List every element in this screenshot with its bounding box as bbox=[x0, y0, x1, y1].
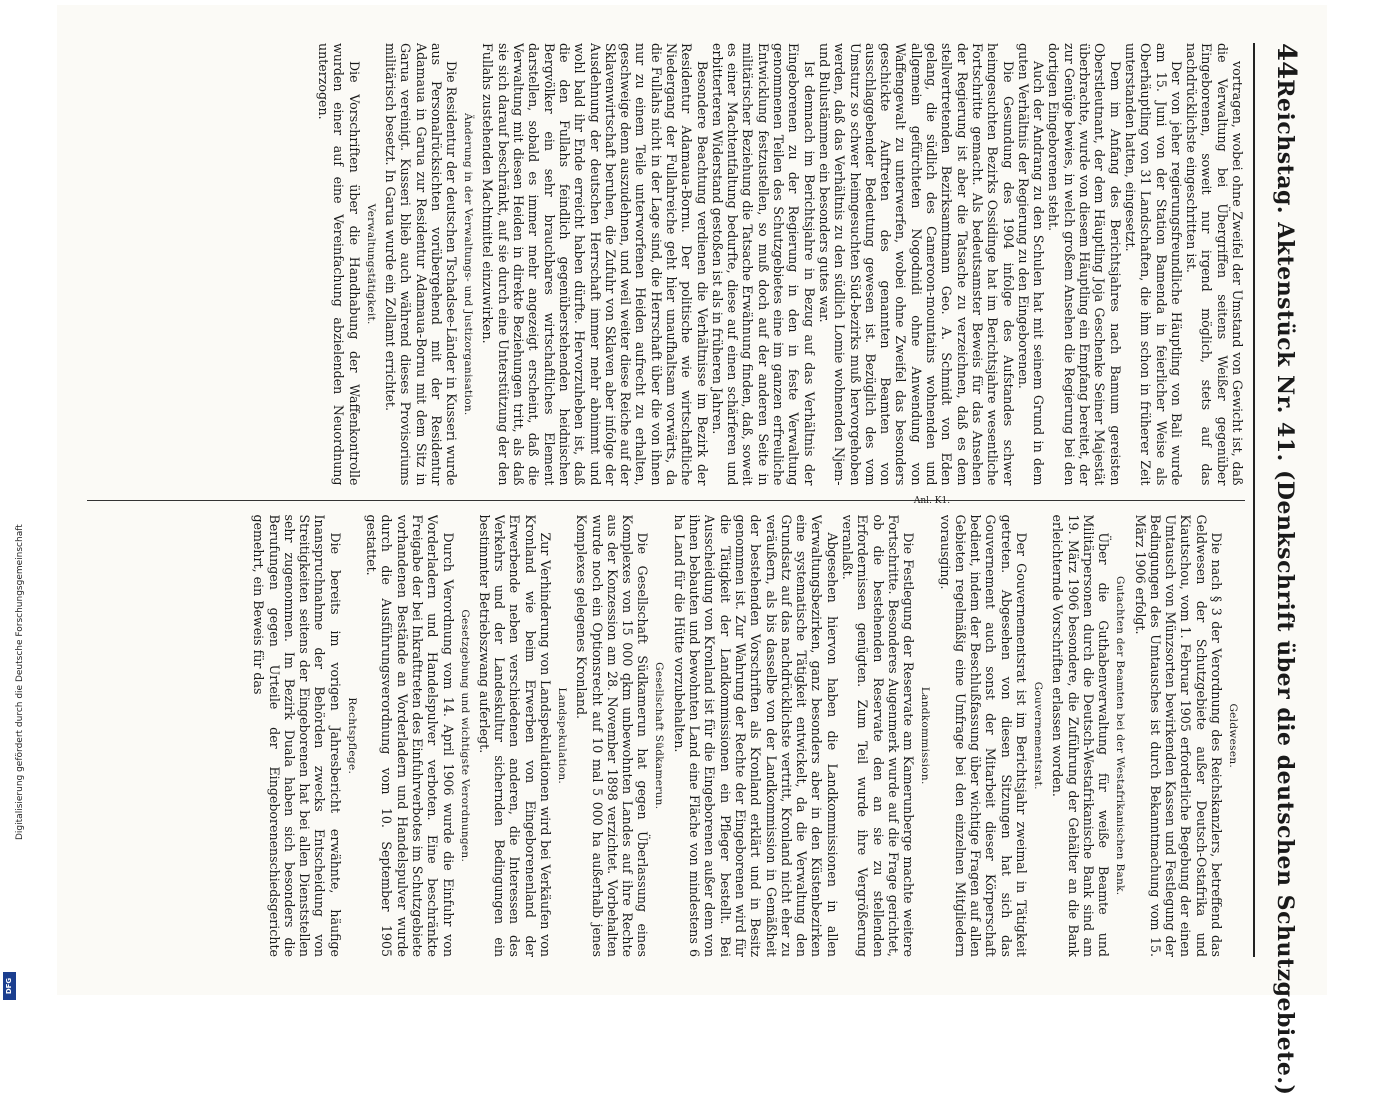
right-column bbox=[87, 515, 1245, 958]
section-heading: Landkommission. bbox=[918, 686, 931, 785]
paragraph: Die Festlegung der Reservate am Kamerunberge machte weitere Fortschritte. Besonderes Augenmerk wurde auf die Frage gerichtet, ob die bestehenden Reservate den an sie zu stellenden Erfordernissen genügten. Zum Teil wurde ihre Vergrößerung veranlaßt. bbox=[839, 514, 916, 957]
page-number: 44 bbox=[1270, 43, 1301, 80]
paragraph: vortragen, wobei ohne Zweifel der Umstand von Gewicht ist, daß die Verwaltung bei Übergriffen seitens Weißer gegenüber Eingeborenen, soweit nur irgend möglich, stets auf das nachdrücklichste eingeschritten ist. bbox=[1183, 43, 1245, 486]
paragraph: Die nach § 3 der Verordnung des Reichskanzlers, betreffend das Geldwesen der Schutzgebiete außer Deutsch-Ostafrika und Kiautschou, vom 1. Februar 1905 erforderliche Begebung der einen Umtausch von Münzsorten bewirkenden Kassen und Festlegung der Bedingungen des Umtausches ist durch Bekanntmachung vom 15. März 1906 erfolgt. bbox=[1132, 514, 1224, 957]
paragraph: Besondere Beachtung verdienen die Verhältnisse im Bezirk der Residentur Adamaua-Bornu. Der politische wie wirtschaftliche Niedergang der Fullahreiche geht hier unaufhaltsam vorwärts, da die Fullahs nicht in der Lage sind, die Herrschaft über die von ihnen nur zu einem Teile unterworfenen Heiden aufrecht zu erhalten, geschweige denn auszudehnen, und weil weiter diese Reiche auf der Sklavenwirtschaft beruhen, die Zufuhr von Sklaven aber infolge der Ausdehnung der deutschen Herrschaft immer mehr abnimmt und wohl bald ihr Ende erreicht haben dürfte. Hervorzuheben ist, daß die den Fullahs feindlich gegenüberstehenden heidnischen Bergvölker ein sehr brauchbares wirtschaftliches Element darstellen, sobald es immer mehr angezeigt erscheint, daß die Verwaltung mit diesen Heiden in direkte Beziehungen tritt, als daß sie sich darauf beschränkt, auf sie durch eine Unterstützung der den Fullahs zustehenden Machtmittel einzuwirken. bbox=[479, 43, 710, 486]
paragraph: Die Gesellschaft Südkamerun hat gegen Überlassung eines Komplexes von 15 000 qkm unbewohnten Landes auf ihre Rechte aus der Konzession am 28. November 1898 verzichtet. Vorbehalten wurde noch ein Optionsrecht auf 10 mal 5 000 ha außerhalb jenes Komplexes gelegenes Kronland. bbox=[573, 514, 650, 957]
paragraph: Dem im Anfang des Berichtsjahres nach Bamum gereisten Oberstleutnant, der dem Häuptling Joja Geschenke Seiner Majestät überbrachte, wurde von diesem Häuptling ein Empfang bereitet, der zur Genüge bewies, in welch großem Ansehen die Regierung bei den dortigen Eingeborenen steht. bbox=[1045, 43, 1123, 486]
paragraph: Auch der Andrang zu den Schulen hat mit seinem Grund in dem guten Verhältnis der Regierung zu den Eingeborenen. bbox=[1015, 43, 1046, 486]
section-heading: Gutachten der Beamten bei der Westafrikanischen Bank. bbox=[1113, 576, 1126, 896]
left-column bbox=[87, 43, 1245, 486]
section-heading: Gouvernementsrat. bbox=[1031, 681, 1044, 790]
section-heading: Verwaltungstätigkeit. bbox=[364, 203, 377, 325]
paragraph: Die Vorschriften über die Handhabung der Waffenkontrolle wurden einer auf eine Vereinfachung abzielenden Neuordnung unterzogen. bbox=[315, 43, 362, 486]
section-heading: Rechtspflege. bbox=[345, 697, 358, 775]
page-title: Reichstag. Aktenstück Nr. 41. (Denkschrift über die deutschen Schutzgebiete.) bbox=[1271, 79, 1298, 1095]
logo-text: DFG bbox=[5, 977, 14, 995]
section-heading: Gesellschaft Südkamerun. bbox=[653, 662, 665, 810]
section-heading: Geldwesen. bbox=[1226, 703, 1239, 769]
text-columns bbox=[87, 43, 1245, 957]
dfg-logo bbox=[3, 972, 16, 1000]
paragraph: Der Gouvernementsrat ist im Berichtsjahr zweimal in Tätigkeit getreten. Abgesehen von diesen Sitzungen hat sich das Gouvernement auch sonst der Mitarbeit dieser Körperschaft bedient, indem der Beschlußfassung über wichtige Fragen auf allen Gebieten regelmäßig eine Umfrage bei den einzelnen Mitgliedern vorausging. bbox=[937, 514, 1029, 957]
paragraph: Die Gesundung des 1904 infolge des Aufstandes schwer heimgesuchten Bezirks Ossidinge hat im Berichtsjahre wesentliche Fortschritte gemacht. Als bedeutsamster Beweis für das Ansehen der Regierung ist aber die Tatsache zu verzeichnen, daß es dem stellvertretenden Bezirksamtmann Geo. A. Schmidt von Eden gelang, die südlich des Cameroon-mountains wohnenden und allgemein gefürchteten Nogodnidi ohne Anwendung von Waffengewalt zu unterwerfen, wobei ohne Zweifel das besonders geschickte Auftreten des genannten Beamten von ausschlaggebender Bedeutung gewesen ist. Bezüglich des vom Umsturz so schwer heimgesuchten Süd-bezirks muß hervorgehoben werden, daß das Verhältnis zu den südlich Lomie wohnenden Njem- und Bulustämmen ein besonders gutes war. bbox=[816, 43, 1016, 486]
paragraph: Abgesehen hiervon haben die Landkommissionen in allen Verwaltungsbezirken, ganz besonders aber in den Küstenbezirken eine systematische Tätigkeit entwickelt, da die Verwaltung den Grundsatz auf das nachdrücklichste vertritt, Kronland nicht eher zu veräußern, als bis dasselbe von der Landkommission in Gemäßheit der bestehenden Vorschriften als Kronland erklärt und in Besitz genommen ist. Zur Wahrung der Rechte der Eingeborenen wird für die Tätigkeit der Landkommissionen ein Pfleger bestellt. Bei Ausscheidung von Kronland ist für die Eingeborenen außer dem von ihnen bebauten und bewohnten Land eine Fläche von mindestens 6 ha Land für die Hütte vorzubehalten. bbox=[671, 514, 840, 957]
paragraph: Der von jeher regierungsfreundliche Häuptling von Bali wurde am 15. Juni von der Station Bamenda in feierlicher Weise als Oberhäuptling von 31 Landschaften, die ihm schon in früherer Zeit unterstanden hatten, eingesetzt. bbox=[1122, 43, 1184, 486]
page-header bbox=[1257, 43, 1301, 1095]
section-heading: Gesetzgebung und wichtigste Verordnungen. bbox=[458, 609, 471, 863]
paragraph: Ist demnach im Berichtsjahre in Bezug auf das Verhältnis der Eingeborenen zu der Regierung in den in feste Verwaltung genommenen Teilen des Schutzgebietes eine im ganzen erfreuliche Entwicklung festzustellen, so muß doch auf der anderen Seite in militärischer Beziehung die Tatsache Erwähnung finden, daß, soweit es einer Machtentfaltung bedurfte, diese auf einen schärferen und erbitterteren Widerstand gestoßen ist als in früheren Jahren. bbox=[709, 43, 817, 486]
header-rule bbox=[1253, 43, 1255, 957]
credit-text: Digitalisierung gefördert durch die Deutsche Forschungsgemeinschaft bbox=[15, 524, 25, 840]
margin-note: Anl. K1. bbox=[913, 496, 950, 507]
paragraph: Die bereits im vorigen Jahresbericht erwähnte, häufige Inanspruchnahme der Behörden zwecks Entscheidung von Streitigkeiten seitens der Eingeborenen hat bei allen Dienststellen sehr zugenommen. Im Bezirk Duala haben sich besonders die Berufungen gegen Urteile der Eingeborenenschiedsgerichte gemehrt, ein Beweis für das bbox=[250, 514, 343, 957]
section-heading: Landspekulation. bbox=[555, 687, 568, 785]
paragraph: Über die Guthabenverwaltung für weiße Beamte und Militärpersonen durch die Deutsch-Westafrikanische Bank sind am 19. März 1906 besondere, die Zuführung der Gehälter an die Bank erleichternde Vorschriften erlassen worden. bbox=[1049, 514, 1111, 957]
section-heading: Änderung in der Verwaltungs- und Justizorganisation. bbox=[461, 112, 474, 416]
paragraph: Zur Verhinderung von Landspekulationen wird bei Verkäufen von Kronland wie beim Erwerben von Eingeborenenland der Erwerbende neben verschiedenen anderen, die Interessen des Verkehrs und der Landeskultur sichernden Bedingungen ein bestimmter Betriebszwang auferlegt. bbox=[476, 514, 553, 957]
document-page bbox=[57, 5, 1327, 1095]
paragraph: Die Residentur der deutschen Tschadsee-Länder in Kusseri wurde aus Personalrücksichten vorübergehend mit der Residentur Adamaua in Garua zur Residentur Adamaua-Bornu mit dem Sitz in Garua vereinigt. Kusseri blieb auch während dieses Provisoriums militärisch besetzt. In Garua wurde ein Zollamt errichtet. bbox=[382, 43, 459, 486]
paragraph: Durch Verordnung vom 14. April 1906 wurde die Einfuhr von Vorderladern und Handelspulver verboten. Eine beschränkte Freigabe der bei Inkrafttreten des Einfuhrverbotes im Schutzgebiete vorhandenen Bestände an Vorderladern und Handelspulver wurde durch die Ausführungsverordnung vom 10. September 1905 gestattet. bbox=[363, 514, 456, 957]
column-divider bbox=[87, 500, 1245, 501]
digitization-credit bbox=[4, 60, 25, 860]
